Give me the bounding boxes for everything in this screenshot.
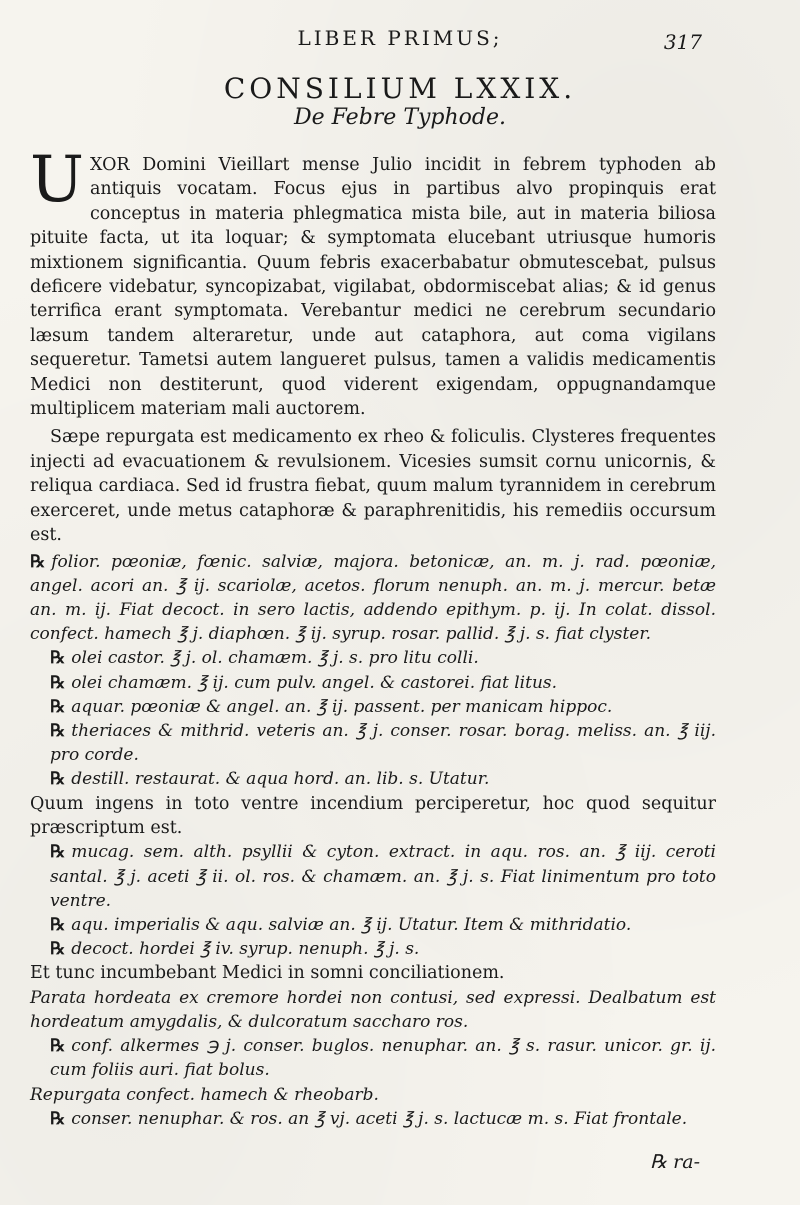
paragraph-1-text: XOR Domini Vieillart mense Julio incidit in febrem typhoden ab antiquis vocatam. Focus ejus in partibus alvo propinquis erat conceptus in materia phlegmatica mista bile, aut in materia biliosa pituite facta, ut ita loquar; & symptomata elucebant utriusque humoris mixtionem significantia. Quum febris exacerbabatur obmutescebat, pulsus deficere videbatur, syncopizabat, vigilabat, obdormiscebat alias; & id genus terrifica erant symptomata. Verebantur medici ne cerebrum secundario læsum tandem alteraretur, unde aut cataphora, aut coma vigilans sequeretur. Tametsi autem langueret pulsus, tamen a validis medicamentis Medici non destiterunt, quod viderent exigendam, oppugnandamque multiplicem materiam mali auctorem. <box>30 155 716 420</box>
page-number: 317 <box>663 30 702 54</box>
rx-icon: ℞ <box>50 914 66 935</box>
recipe-list-3 <box>30 1034 716 1082</box>
recipe-item: ℞ conser. nenuphar. & ros. an ℥ vj. aceti ℥ j. s. lactucæ m. s. Fiat frontale. <box>50 1108 688 1129</box>
rx-icon: ℞ <box>50 769 66 790</box>
note-2: Repurgata confect. hamech & rheobarb. <box>30 1084 379 1105</box>
recipe-item: ℞ folior. pœoniæ, fœnic. salviæ, majora. betonicæ, an. m. j. rad. pœoniæ, angel. acori an. ℥ ij. scariolæ, acetos. florum nenuph. an. m. j. mercur. betæ an. m. ij. Fiat decoct. in sero lactis, addendo epithym. p. ij. In colat. dissol. confect. hamech ℥ j. diaphœn. ℥ ij. syrup. rosar. pallid. ℥ j. s. fiat clyster. <box>30 551 716 645</box>
recipe-item: ℞ aqu. imperialis & aqu. salviæ an. ℥ ij. Utatur. Item & mithridatio. <box>50 914 632 935</box>
chapter-subtitle: De Febre Typhode. <box>293 105 507 130</box>
paragraph-2: Sæpe repurgata est medicamento ex rheo & foliculis. Clysteres frequentes injecti ad evacuationem & revulsionem. Vicesies sumsit cornu unicornis, & reliqua cardiaca. Sed id frustra fiebat, quum malum tyrannidem in cerebrum exerceret, unde metus cataphoræ & paraphrenitidis, his remediis occursum est. <box>30 427 716 546</box>
recipe-item: ℞ theriaces & mithrid. veteris an. ℥ j. conser. rosar. borag. meliss. an. ℥ iij. pro corde. <box>50 720 716 766</box>
recipe-item: ℞ aquar. pœoniæ & angel. an. ℥ ij. passent. per manicam hippoc. <box>50 696 613 717</box>
recipe-item: ℞ olei chamæm. ℥ ij. cum pulv. angel. & castorei. fiat litus. <box>50 672 558 693</box>
rx-icon: ℞ <box>50 1036 66 1057</box>
running-head: LIBER PRIMUS; <box>297 26 503 50</box>
drop-cap: U <box>30 143 84 217</box>
chapter-title: CONSILIUM LXXIX. <box>223 72 577 105</box>
rx-icon: ℞ <box>50 842 66 863</box>
recipe-item: ℞ olei castor. ℥ j. ol. chamæm. ℥ j. s. pro litu colli. <box>50 648 479 669</box>
recipe-item: ℞ mucag. sem. alth. psyllii & cyton. extract. in aqu. ros. an. ℥ iij. ceroti santal. ℥ j. aceti ℥ ii. ol. ros. & chamæm. an. ℥ j. s. Fiat linimentum pro toto ventre. <box>50 842 716 911</box>
note-1: Parata hordeata ex cremore hordei non contusi, sed expressi. Dealbatum est hordeatum amygdalis, & dulcoratum saccharo ros. <box>30 987 716 1032</box>
recipe-item: ℞ decoct. hordei ℥ iv. syrup. nenuph. ℥ j. s. <box>50 939 420 960</box>
paragraph-4: Et tunc incumbebant Medici in somni conciliationem. <box>30 963 505 984</box>
rx-icon: ℞ <box>50 648 66 669</box>
recipe-list-1 <box>30 550 716 792</box>
rx-icon: ℞ <box>50 696 66 717</box>
paragraph-3: Quum ingens in toto ventre incendium perciperetur, hoc quod sequitur præscriptum est. <box>30 793 716 838</box>
recipe-list-4 <box>30 1107 716 1131</box>
catchword: ℞ ra- <box>650 1151 700 1173</box>
body-text <box>30 143 716 1131</box>
rx-icon: ℞ <box>50 720 66 741</box>
recipe-item: ℞ conf. alkermes ℈ j. conser. buglos. nenuphar. an. ℥ s. rasur. unicor. gr. ij. cum foliis auri. fiat bolus. <box>50 1036 716 1081</box>
rx-icon: ℞ <box>30 551 46 572</box>
paragraph-1 <box>30 143 716 421</box>
rx-icon: ℞ <box>50 939 66 960</box>
rx-icon: ℞ <box>50 672 66 693</box>
rx-icon: ℞ <box>50 1108 66 1129</box>
recipe-item: ℞ destill. restaurat. & aqua hord. an. lib. s. Utatur. <box>50 769 490 790</box>
recipe-list-2 <box>30 840 716 961</box>
